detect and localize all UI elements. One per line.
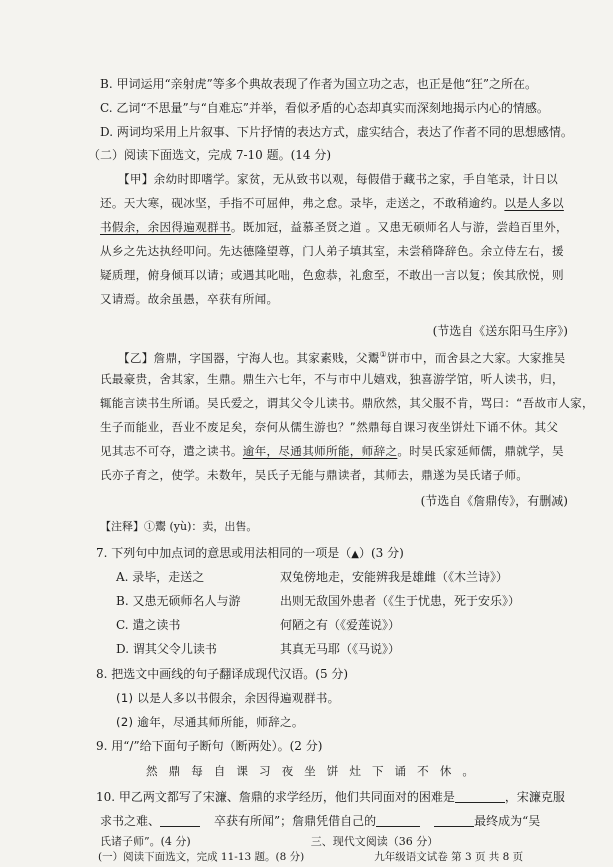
passage-a-line: 又请焉。故余虽愚，卒获有所闻。 bbox=[100, 292, 279, 306]
passage-b-text: 【乙】詹鼎，字国器，宁海人也。其家素贱，父鬻 bbox=[118, 350, 380, 365]
passage-b-line: 氏亦子育之，使学。未数年，吴氏子无能与鼎读者，其师去，鼎遂为吴氏诸子师。 bbox=[100, 468, 529, 482]
passage-a-source: (节选自《送东阳马生序》) bbox=[432, 324, 568, 338]
passage-b-text: 饼市中，而舍县之大家。大家推吴 bbox=[387, 350, 566, 365]
question-10-text: 氏诸子师”。(4 分) bbox=[100, 835, 191, 848]
passage-b-line: 辄能言读书生所诵。吴氏爱之，谓其父令儿读书。鼎欣然，其父服不肯，骂曰：“吾故市人家， bbox=[100, 396, 594, 410]
q7-option-c: C. 遣之读书 bbox=[116, 618, 181, 632]
answer-triangle-icon: ▲ bbox=[351, 549, 359, 560]
passage-a-text: 还。天大寒，砚冰坚，手指不可屈伸，弗之怠。录毕，走送之，不敢稍逾约。 bbox=[100, 196, 505, 210]
passage-a-line bbox=[100, 219, 568, 235]
question-10-text: 卒获有所闻”；詹鼎凭借自己的 bbox=[214, 814, 377, 828]
question-10-text: 最终成为“吴 bbox=[474, 814, 541, 828]
underlined-sentence-1a: 以是人多以 bbox=[504, 196, 564, 210]
section-3-heading: 三、现代文阅读（36 分） bbox=[310, 835, 439, 848]
passage-a-line: 疑质理，俯身倾耳以请；或遇其叱咄，色愈恭，礼愈至，不敢出一言以复；俟其欣悦，则 bbox=[100, 268, 564, 282]
annotation-note: 【注释】①鬻 (yù)：卖，出售。 bbox=[100, 520, 258, 533]
underlined-sentence-1b: 书假余，余因得遍观群书 bbox=[100, 220, 231, 234]
passage-b-source: (节选自《詹鼎传》，有删减) bbox=[420, 494, 568, 508]
question-10 bbox=[96, 789, 565, 805]
option-d: D. 两词均采用上片叙事、下片抒情的表达方式，虚实结合，表达了作者不同的思想感情。 bbox=[100, 125, 573, 139]
passage-b-line: 氏最豪贵，舍其家，生鼎。鼎生六七年，不与市中儿嬉戏，独喜游学馆，听人读书，归， bbox=[100, 372, 564, 386]
q7-option-c-ref: 何陋之有（《爱莲说》） bbox=[280, 618, 401, 632]
underlined-sentence-2: 逾年，尽通其师所能，师辞之 bbox=[242, 444, 398, 458]
answer-blank[interactable] bbox=[160, 814, 200, 827]
section-3-sub bbox=[98, 849, 523, 865]
section-2-heading: （二）阅读下面选文，完成 7-10 题。(14 分) bbox=[88, 148, 332, 162]
passage-a-line: 从乡之先达执经叩问。先达德隆望尊，门人弟子填其室，未尝稍降辞色。余立侍左右，援 bbox=[100, 244, 564, 258]
question-10-line-3 bbox=[100, 834, 438, 850]
option-c: C. 乙词“不思量”与“自难忘”并举，看似矛盾的心态却真实而深刻地揭示内心的情感。 bbox=[100, 101, 549, 115]
passage-b-line: 生子而能业，吾业不废足矣，奈何从儒生游也？”然鼎每自课习夜坐饼灶下诵不休。其父 bbox=[100, 420, 559, 434]
q7-option-a-ref: 双兔傍地走，安能辨我是雄雌（《木兰诗》） bbox=[280, 570, 509, 584]
answer-blank[interactable] bbox=[434, 814, 474, 827]
passage-b-text: 见其志不可夺，遣之读书。 bbox=[100, 444, 243, 458]
passage-a-text: 。既加冠，益慕圣贤之道 。又患无硕师名人与游，尝趋百里外， bbox=[230, 220, 568, 234]
question-10-text: 求书之难、 bbox=[100, 814, 161, 828]
passage-b-text: 。时吴氏家延师儒，鼎就学，吴 bbox=[397, 444, 564, 458]
q7-option-b: B. 又患无硕师名人与游 bbox=[116, 594, 241, 608]
question-10-text: ，宋濂克服 bbox=[504, 790, 565, 804]
passage-b-line bbox=[100, 443, 564, 459]
question-7 bbox=[96, 545, 404, 563]
question-8-item-2: (2) 逾年，尽通其师所能，师辞之。 bbox=[116, 715, 304, 729]
question-9: 9. 用“/”给下面句子断句（断两处）。(2 分) bbox=[96, 739, 323, 753]
question-7-text: 7. 下列句中加点词的意思或用法相同的一项是（ bbox=[96, 546, 352, 560]
passage-a-line bbox=[100, 195, 564, 211]
answer-blank[interactable] bbox=[376, 814, 420, 827]
section-3-sub-text: (一）阅读下面选文，完成 11-13 题。(8 分) bbox=[98, 851, 305, 863]
question-10-text: 10. 甲乙两文都写了宋濂、詹鼎的求学经历，他们共同面对的困难是 bbox=[96, 790, 455, 804]
option-b: B. 甲词运用“亲射虎”等多个典故表现了作者为国立功之志，也正是他“狂”之所在。 bbox=[100, 77, 537, 91]
passage-b-line bbox=[118, 347, 566, 366]
question-7-score: ）(3 分) bbox=[358, 546, 404, 560]
question-8-item-1: (1) 以是人多以书假余，余因得遍观群书。 bbox=[116, 691, 340, 705]
answer-blank[interactable] bbox=[455, 790, 505, 803]
page-footer: 九年级语文试卷 第 3 页 共 8 页 bbox=[374, 851, 524, 863]
question-8: 8. 把选文中画线的句子翻译成现代汉语。(5 分) bbox=[96, 667, 349, 681]
question-10-line-2 bbox=[100, 813, 540, 829]
q7-option-b-ref: 出则无敌国外患者（《生于忧患，死于安乐》） bbox=[280, 594, 521, 608]
q7-option-d-ref: 其真无马耶（《马说》） bbox=[280, 642, 401, 656]
footnote-marker: ① bbox=[379, 350, 388, 359]
q7-option-a: A. 录毕，走送之 bbox=[116, 570, 205, 584]
question-9-sentence: 然鼎每自课习夜坐饼灶下诵不休。 bbox=[146, 764, 485, 778]
q7-option-d: D. 谓其父令儿读书 bbox=[116, 642, 217, 656]
passage-a-line: 【甲】余幼时即嗜学。家贫，无从致书以观，每假借于藏书之家，手自笔录，计日以 bbox=[118, 172, 559, 186]
